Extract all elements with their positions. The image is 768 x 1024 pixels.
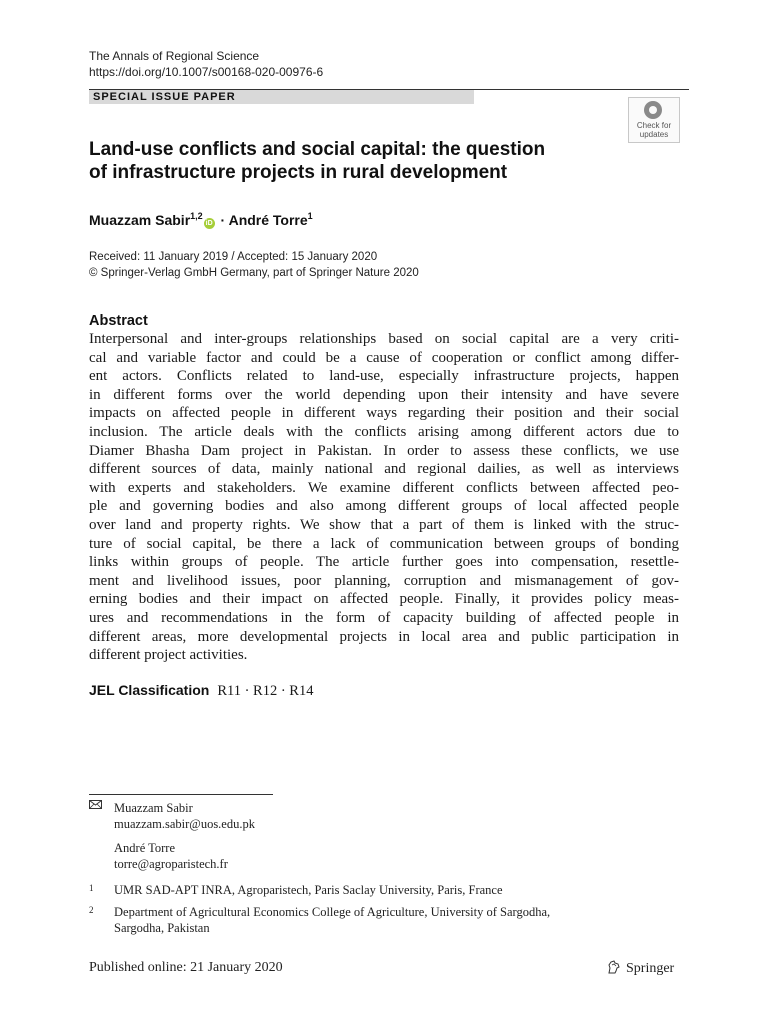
author-separator: ·: [216, 212, 229, 228]
doi-link[interactable]: https://doi.org/10.1007/s00168-020-00976-6: [89, 65, 324, 79]
jel-label: JEL Classification: [89, 682, 210, 698]
abstract-line: Diamer Bhasha Dam project in Pakistan. In order to assess these conflicts, we use: [89, 442, 679, 459]
copyright: © Springer-Verlag GmbH Germany, part of Springer Nature 2020: [89, 267, 419, 279]
author-list: [89, 207, 313, 229]
affiliation-text: [114, 904, 550, 936]
abstract-line: erning bodies and their impact on affected people. Finally, it provides policy meas-: [89, 591, 679, 608]
affiliation-line: Sargodha, Pakistan: [114, 921, 210, 935]
published-online: Published online: 21 January 2020: [89, 960, 283, 975]
abstract-line: ture of social capital, be there a lack of communication between groups of bonding: [89, 535, 679, 552]
abstract-line: ment and livelihood issues, poor planning, corruption and mismanagement of gov-: [89, 572, 679, 589]
abstract-line: in different forms over the world depending upon their intensity and have severe: [89, 386, 679, 403]
check-for-updates-icon[interactable]: [628, 97, 680, 143]
affiliation-number: 1: [89, 883, 94, 893]
affiliation-number: 2: [89, 905, 94, 915]
abstract-line: over land and property rights. We show that a part of them is linked with the struc-: [89, 516, 679, 533]
author-affiliation-sup: 1,2: [190, 211, 203, 221]
abstract-line: impacts on affected people in different ways regarding their position and their social: [89, 405, 679, 422]
contact-email[interactable]: muazzam.sabir@uos.edu.pk: [114, 817, 255, 831]
abstract-line: different project activities.: [89, 647, 248, 664]
abstract-line: different sources of data, mainly national and regional dailies, as well as interviews: [89, 461, 679, 478]
springer-horse-icon: [606, 959, 622, 975]
publication-dates: [89, 249, 419, 281]
received-accepted: Received: 11 January 2019 / Accepted: 15 January 2020: [89, 251, 378, 263]
journal-name: The Annals of Regional Science: [89, 49, 260, 63]
journal-header: [89, 48, 323, 80]
check-updates-label: Check for updates: [636, 121, 672, 139]
author-name[interactable]: André Torre: [228, 212, 308, 228]
abstract-line: different areas, more developmental projects in local area and public participation in: [89, 628, 679, 645]
special-issue-banner: [89, 90, 474, 104]
author-name[interactable]: Muazzam Sabir: [89, 212, 191, 228]
abstract-line: ent actors. Conflicts related to land-use, especially infrastructure projects, happen: [89, 368, 679, 385]
abstract-heading: Abstract: [89, 313, 148, 329]
author-affiliation-sup: 1: [307, 211, 313, 221]
contact-name: André Torre: [114, 841, 176, 855]
jel-classification: [89, 681, 313, 700]
affiliation-line: Department of Agricultural Economics College of Agriculture, University of Sargodha,: [114, 905, 551, 919]
envelope-icon[interactable]: [89, 800, 102, 809]
abstract-line: ple and governing bodies and also among different groups of local affected people: [89, 498, 679, 515]
title-line: Land-use conflicts and social capital: the question: [89, 139, 546, 160]
affiliation-text: UMR SAD-APT INRA, Agroparistech, Paris Saclay University, Paris, France: [114, 883, 503, 897]
publisher-name: Springer: [626, 961, 675, 976]
banner-label: SPECIAL ISSUE PAPER: [93, 91, 236, 103]
abstract-line: links within groups of people. The article further goes into compensation, resettle-: [89, 554, 679, 571]
contact-email[interactable]: torre@agroparistech.fr: [114, 857, 228, 871]
contact-name: Muazzam Sabir: [114, 801, 193, 815]
abstract-line: with experts and stakeholders. We examine different conflicts between affected peo-: [89, 479, 679, 496]
corresponding-contacts: [114, 800, 255, 872]
abstract-line: cal and variable factor and could be a cause of cooperation or conflict among differ-: [89, 349, 679, 366]
paper-title: [89, 138, 649, 184]
orcid-icon[interactable]: iD: [205, 220, 213, 227]
jel-codes: R11 · R12 · R14: [217, 683, 314, 699]
title-line: of infrastructure projects in rural development: [89, 162, 508, 183]
footnote-rule: [89, 794, 273, 795]
springer-logo[interactable]: [606, 959, 674, 978]
abstract-body: [89, 330, 679, 665]
abstract-line: inclusion. The article deals with the conflicts arising among different actors due to: [89, 423, 679, 440]
abstract-line: Interpersonal and inter-groups relationships based on social capital are a very criti-: [89, 331, 679, 347]
check-updates-badge-icon: [644, 101, 662, 119]
abstract-line: ures and recommendations in the form of capacity building of affected people in: [89, 609, 679, 626]
